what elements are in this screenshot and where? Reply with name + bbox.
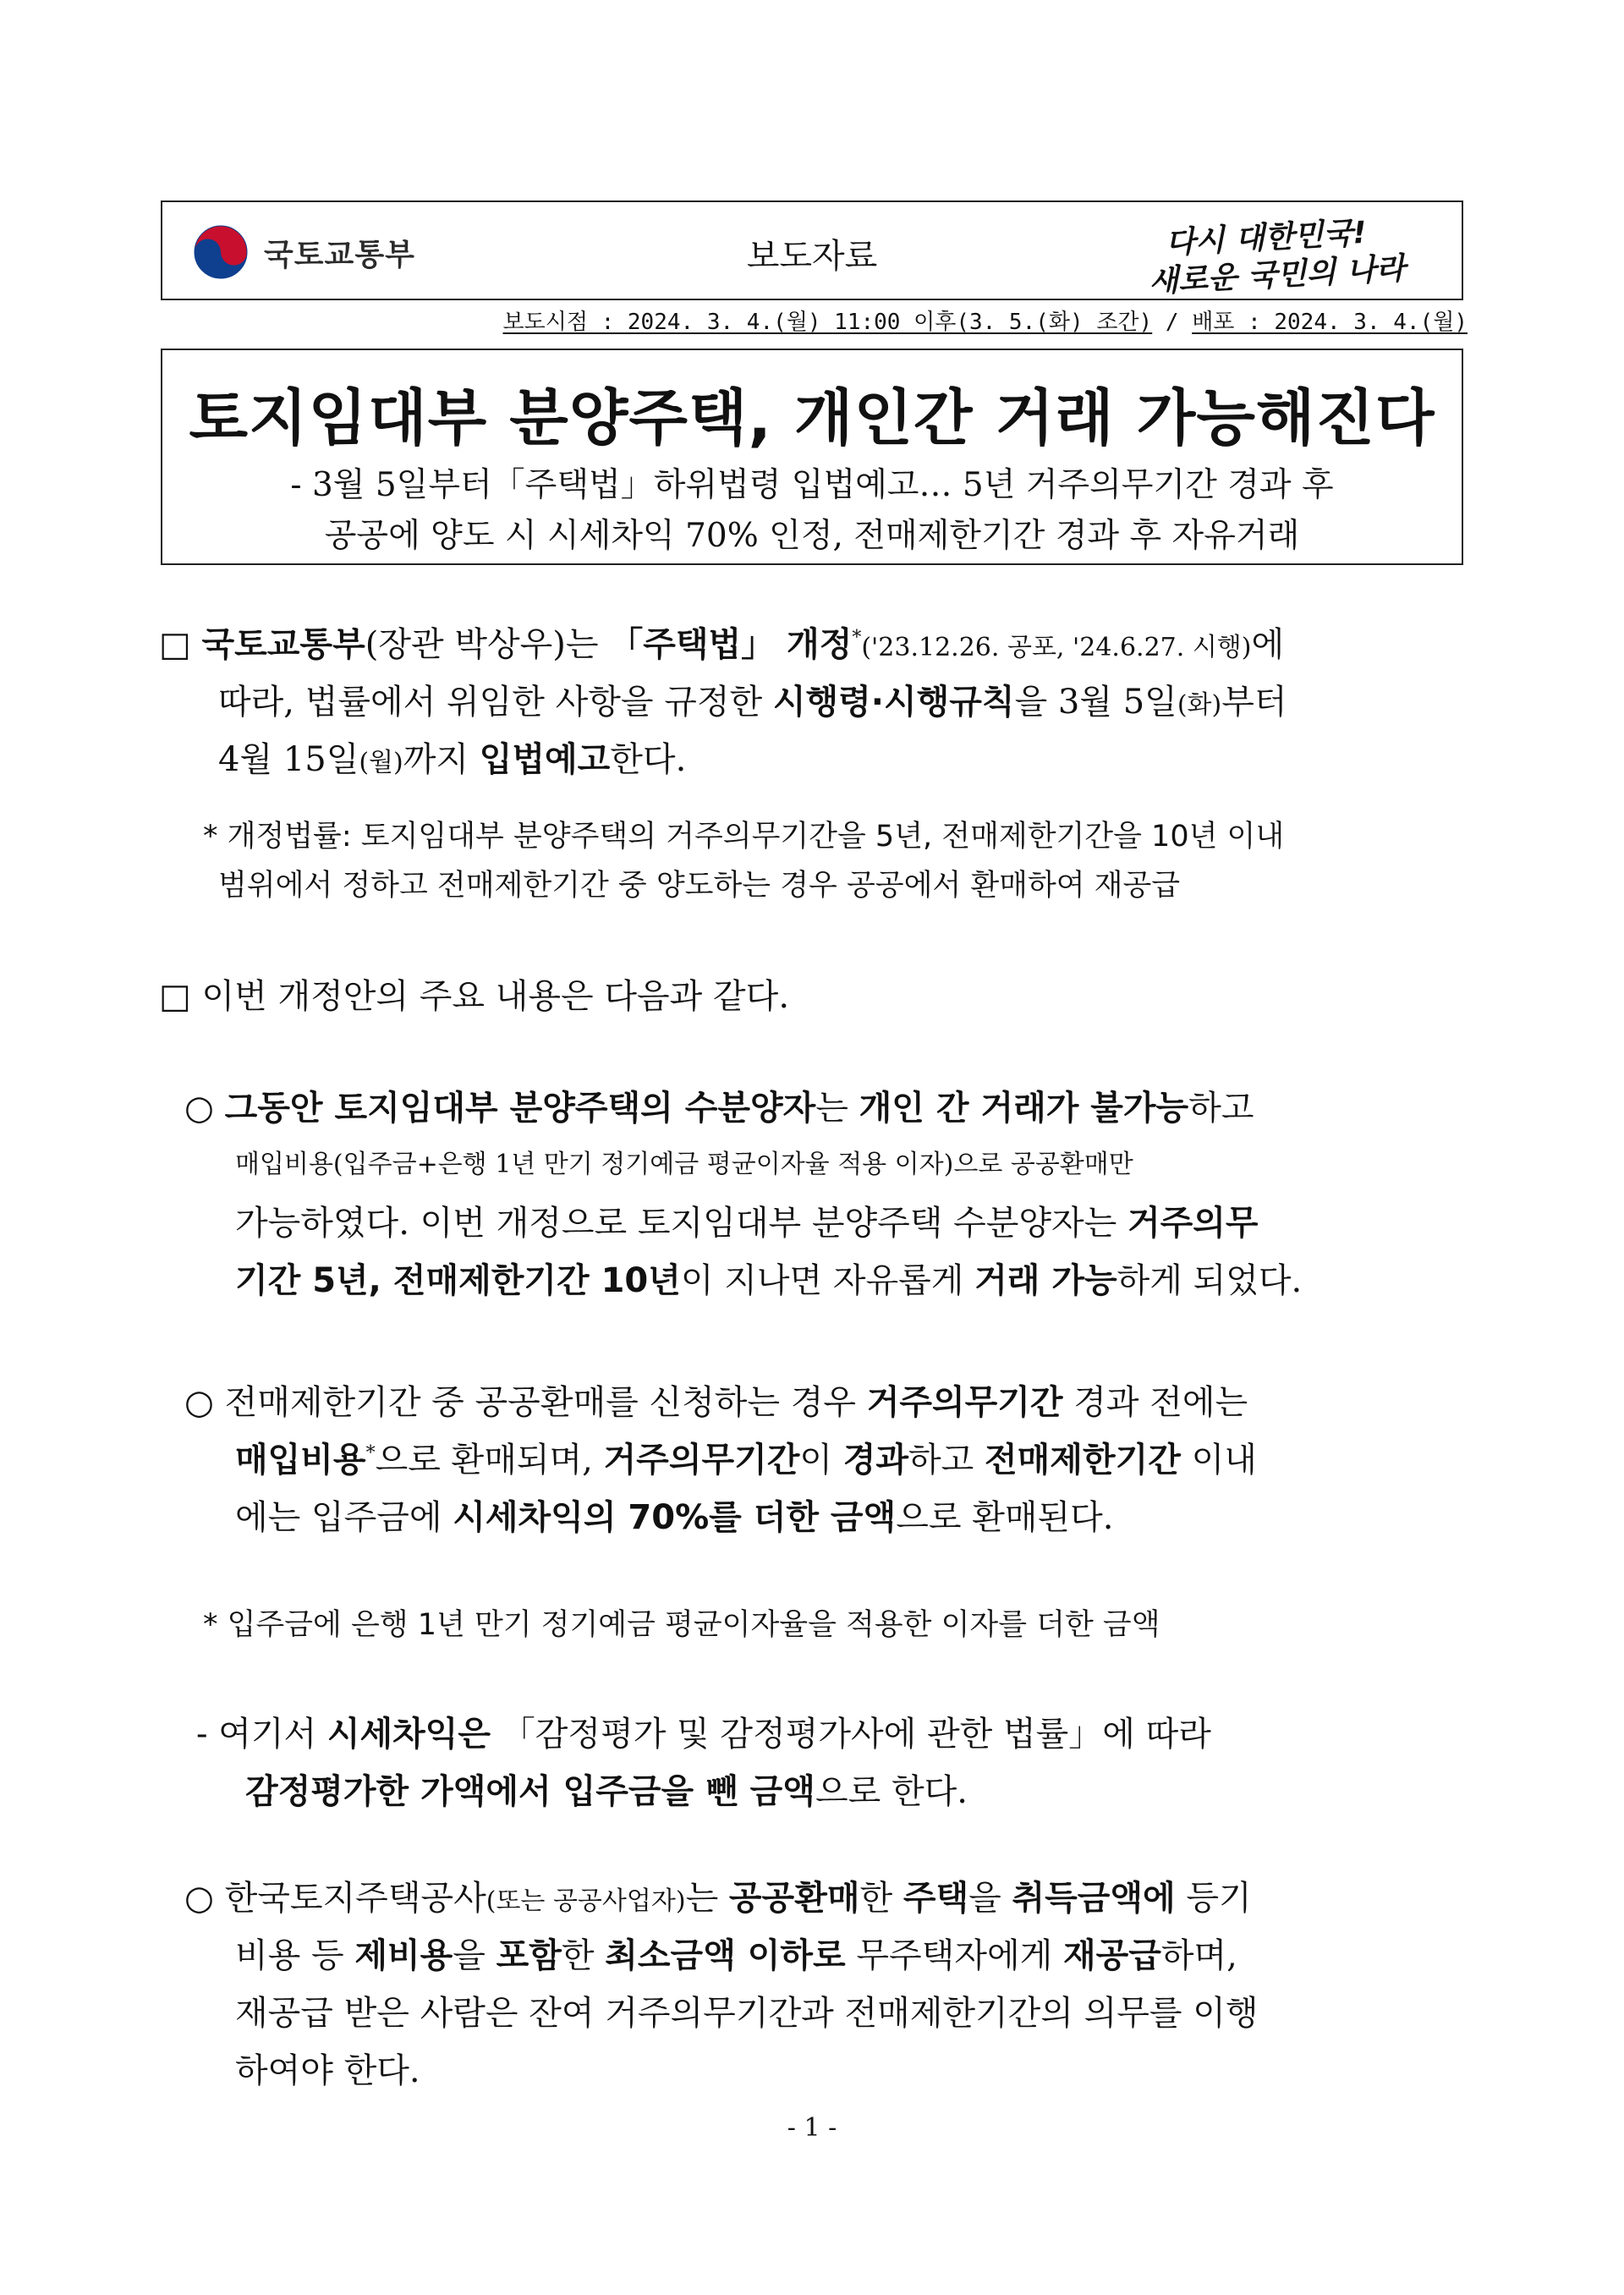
bullet-1-line-2: 매입비용(입주금+은행 1년 만기 정기예금 평균이자율 적용 이자)으로 공공환매만 — [235, 1150, 1133, 1179]
bullet-2-line-3: 에는 입주금에 시세차익의 70%를 더한 금액으로 환매된다. — [235, 1498, 1114, 1537]
bullet-3-line-1: ○ 한국토지주택공사(또는 공공사업자)는 공공환매한 주택을 취득금액에 등기 — [184, 1879, 1252, 1918]
title-box — [161, 349, 1463, 565]
subtitle-line-2: 공공에 양도 시 시세차익 70% 인정, 전매제한기간 경과 후 자유거래 — [324, 517, 1300, 555]
bullet-2-line-1: ○ 전매제한기간 중 공공환매를 신청하는 경우 거주의무기간 경과 전에는 — [184, 1383, 1248, 1422]
circle-bullet: ○ — [184, 1879, 214, 1918]
circle-bullet: ○ — [184, 1383, 214, 1422]
bullet-1-line-4: 기간 5년, 전매제한기간 10년이 지나면 자유롭게 거래 가능하게 되었다. — [235, 1261, 1303, 1300]
doc-type-label: 보도자료 — [746, 237, 878, 276]
footnote-1-line-1: * 개정법률: 토지임대부 분양주택의 거주의무기간을 5년, 전매제한기간을 10년 이내 — [203, 820, 1285, 854]
bullet-1-line-1: ○ 그동안 토지임대부 분양주택의 수분양자는 개인 간 거래가 불가능하고 — [184, 1089, 1254, 1128]
release-info — [502, 305, 1468, 336]
page-number: - 1 - — [787, 2113, 837, 2143]
paragraph-1-line-3: 4월 15일(월)까지 입법예고한다. — [218, 740, 687, 779]
ministry-name: 국토교통부 — [264, 238, 415, 272]
release-separator: / — [1152, 310, 1193, 335]
distribution-date: 배포 : 2024. 3. 4.(월) — [1192, 310, 1468, 335]
bullet-1-line-3: 가능하였다. 이번 개정으로 토지임대부 분양주택 수분양자는 거주의무 — [235, 1204, 1259, 1243]
paragraph-1-line-2: 따라, 법률에서 위임한 사항을 규정한 시행령·시행규칙을 3월 5일(화)부터 — [218, 683, 1287, 722]
slogan — [1148, 211, 1428, 299]
dash-item-line-1: - 여기서 시세차익은 「감정평가 및 감정평가사에 관한 법률」에 따라 — [196, 1715, 1211, 1754]
slogan-line-1: 다시 대한민국! — [1165, 215, 1368, 261]
bullet-3-line-4: 하여야 한다. — [235, 2051, 420, 2090]
slogan-line-2: 새로운 국민의 나라 — [1148, 251, 1407, 299]
main-title: 토지임대부 분양주택, 개인간 거래 가능해진다 — [189, 382, 1435, 453]
square-bullet: □ — [159, 625, 191, 664]
embargo-time: 보도시점 : 2024. 3. 4.(월) 11:00 이후(3. 5.(화) 조간) — [502, 310, 1153, 335]
paragraph-1-line-1: □ 국토교통부(장관 박상우)는 「주택법」 개정*('23.12.26. 공포, '24.6.27. 시행)에 — [159, 625, 1285, 664]
footnote-1-line-2: 범위에서 정하고 전매제한기간 중 양도하는 경우 공공에서 환매하여 재공급 — [218, 869, 1181, 903]
bullet-3-line-3: 재공급 받은 사람은 잔여 거주의무기간과 전매제한기간의 의무를 이행 — [235, 1994, 1259, 2033]
subtitle-line-1: - 3월 5일부터「주택법」하위법령 입법예고… 5년 거주의무기간 경과 후 — [290, 466, 1334, 504]
bullet-2-line-2: 매입비용*으로 환매되며, 거주의무기간이 경과하고 전매제한기간 이내 — [235, 1441, 1257, 1480]
circle-bullet: ○ — [184, 1089, 214, 1128]
footnote-2: * 입주금에 은행 1년 만기 정기예금 평균이자율을 적용한 이자를 더한 금액 — [203, 1608, 1160, 1642]
bullet-3-line-2: 비용 등 제비용을 포함한 최소금액 이하로 무주택자에게 재공급하며, — [235, 1936, 1237, 1975]
header-box — [161, 200, 1463, 300]
paragraph-2: □ 이번 개정안의 주요 내용은 다음과 같다. — [159, 977, 790, 1016]
dash-item-line-2: 감정평가한 가액에서 입주금을 뺀 금액으로 한다. — [245, 1772, 968, 1811]
